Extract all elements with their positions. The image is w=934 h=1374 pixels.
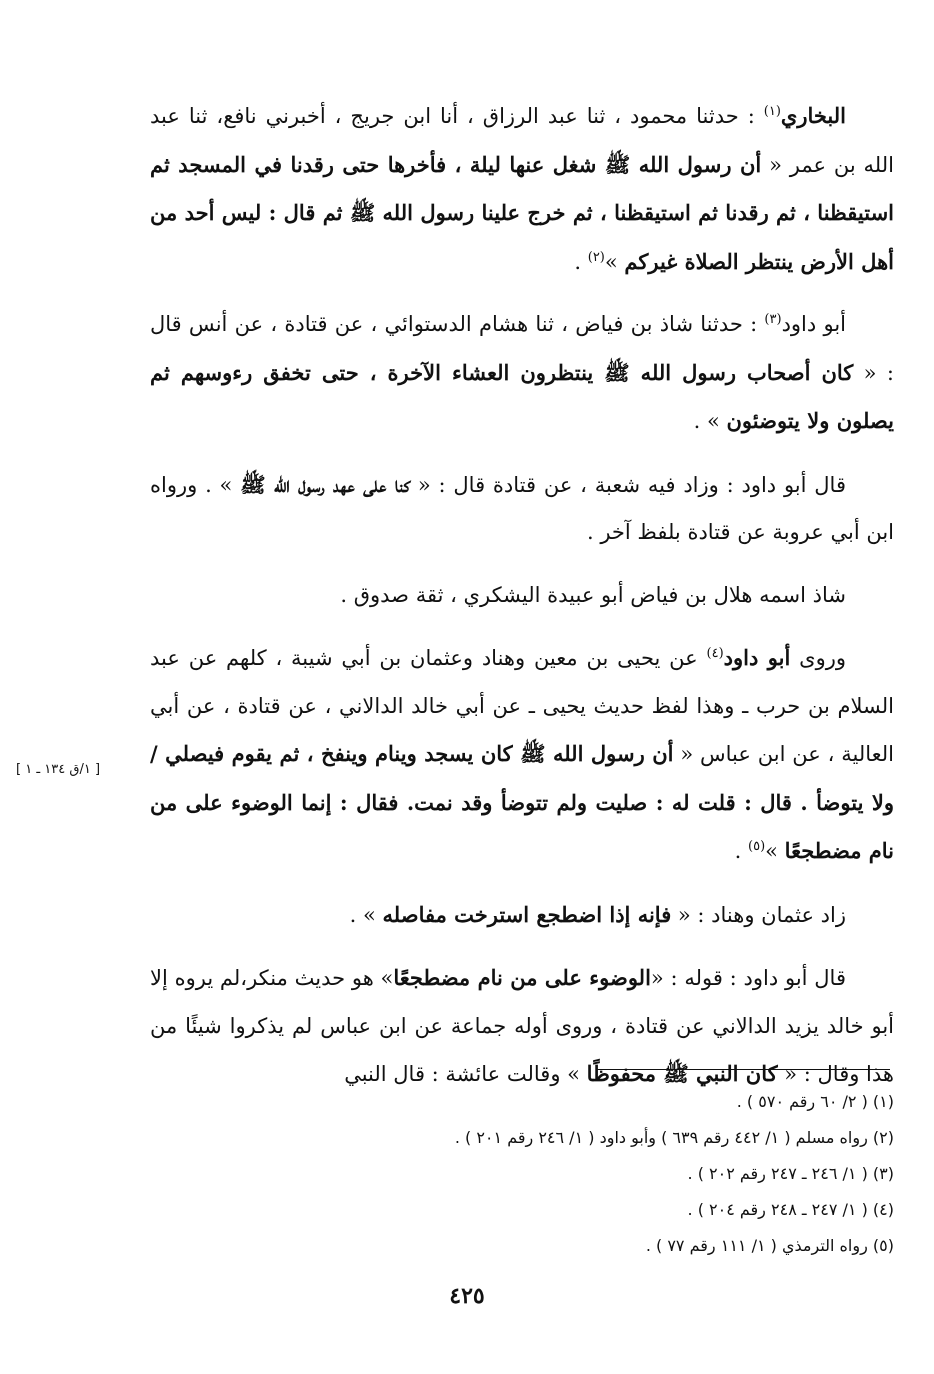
paragraph (150, 954, 894, 1099)
footnote-1: (١) ( ٢/ ٦٠ رقم ٥٧٠ ) . (736, 1092, 894, 1111)
text-run: . (574, 249, 588, 274)
footnote-divider (596, 1069, 890, 1070)
text-run: زاد عثمان وهناد : « (671, 902, 846, 927)
emphasized-text: فإنه إذا اضطجع استرخت مفاصله (382, 901, 672, 927)
main-text (150, 92, 894, 1114)
text-run: » وقالت عائشة : قال النبي (344, 1062, 587, 1086)
paragraph (150, 301, 894, 446)
text-run: » (604, 249, 625, 274)
paragraph (150, 92, 894, 286)
emphasized-text: كان أصحاب رسول الله ﷺ ينتظرون العشاء الآخرة ، حتى تخفق رءوسهم ثم يصلون ولا يتوضئون (150, 359, 894, 433)
manuscript-folio-note: [ ١/ق ١٣٤ ـ ١ ] (16, 762, 101, 777)
text-run: » . (349, 902, 383, 927)
text-run: قال أبو داود : قوله : « (650, 966, 846, 990)
footnote-2: (٢) رواه مسلم ( ١/ ٤٤٢ رقم ٦٣٩ ) وأبو داود ( ١/ ٢٤٦ رقم ٢٠١ ) . (454, 1128, 894, 1147)
footnote-5: (٥) رواه الترمذي ( ١/ ١١١ رقم ٧٧ ) . (645, 1236, 894, 1255)
paragraph (150, 634, 894, 876)
text-run: » (765, 839, 785, 863)
footnote-marker: (١) (763, 104, 781, 119)
text-run: : حدثنا محمود ، ثنا عبد الرزاق ، أنا ابن جريج ، أخبرني نافع، ثنا عبد الله بن عمر « (150, 104, 894, 177)
footnote-marker: (٥) (748, 839, 766, 854)
footnote-marker: (٣) (764, 312, 782, 327)
text-run: » . (693, 409, 727, 433)
page-number: ٤٢٥ (449, 1283, 485, 1309)
text-run: وروى (790, 646, 846, 670)
text-run: أبو داود (781, 312, 847, 336)
text-run: قال أبو داود : وزاد فيه شعبة ، عن قتادة قال : « (410, 472, 846, 497)
emphasized-text: أن رسول الله ﷺ شغل عنها ليلة ، فأخرها حتى رقدنا في المسجد ثم استيقظنا ، ثم رقدنا ثم استيقظنا ، ثم خرج علينا رسول الله ﷺ ثم قال : ليس أحد من أهل الأرض ينتظر الصلاة غيركم (150, 151, 894, 274)
text-run: شاذ اسمه هلال بن فياض أبو عبيدة اليشكري ، ثقة صدوق . (340, 582, 846, 607)
text-run: » . ورواه ابن أبي عروبة عن قتادة بلفظ آخر . (150, 472, 894, 544)
footnote-4: (٤) ( ١/ ٢٤٧ ـ ٢٤٨ رقم ٢٠٤ ) . (687, 1200, 894, 1219)
emphasized-text: الوضوء على من نام مضطجعًا (393, 965, 651, 990)
paragraph (150, 572, 894, 620)
footnotes (150, 1084, 894, 1264)
text-run: عن يحيى بن معين وهناد وعثمان بن أبي شيبة ، كلهم عن عبد السلام بن حرب ـ وهذا لفظ حديث يحيى ـ عن أبي خالد الدالاني ، عن قتادة ، عن أبي العالية ، عن ابن عباس « (150, 646, 894, 766)
emphasized-text: أبو داود (723, 645, 791, 670)
emphasized-text: أن رسول الله ﷺ كان يسجد وينام وينفخ ، ثم يقوم فيصلي / ولا يتوضأ . قال : قلت له : صليت ولم تتوضأ وقد نمت. فقال : إنما الوضوء على من نام مضطجعًا (150, 741, 894, 863)
text-run: : حدثنا شاذ بن فياض ، ثنا هشام الدستوائي ، عن قتادة ، عن أنس قال : « (150, 312, 894, 385)
footnote-marker: (٤) (706, 646, 724, 661)
footnote-marker: (٢) (587, 249, 605, 265)
text-run: » هو حديث منكر،لم يروه إلا أبو خالد يزيد الدالاني عن قتادة ، وروى أوله جماعة عن ابن عباس لم يذكروا شيئًا من هذا وقال : « (150, 966, 894, 1086)
paragraph (150, 891, 894, 940)
emphasized-text: البخاري (780, 103, 846, 128)
emphasized-text: كنا على عهد رسول الله ﷺ (240, 471, 411, 497)
text-run: . (734, 839, 748, 863)
paragraph (150, 461, 894, 557)
footnote-3: (٣) ( ١/ ٢٤٦ ـ ٢٤٧ رقم ٢٠٢ ) . (687, 1164, 894, 1183)
emphasized-text: كان النبي ﷺ محفوظًا (586, 1061, 778, 1086)
